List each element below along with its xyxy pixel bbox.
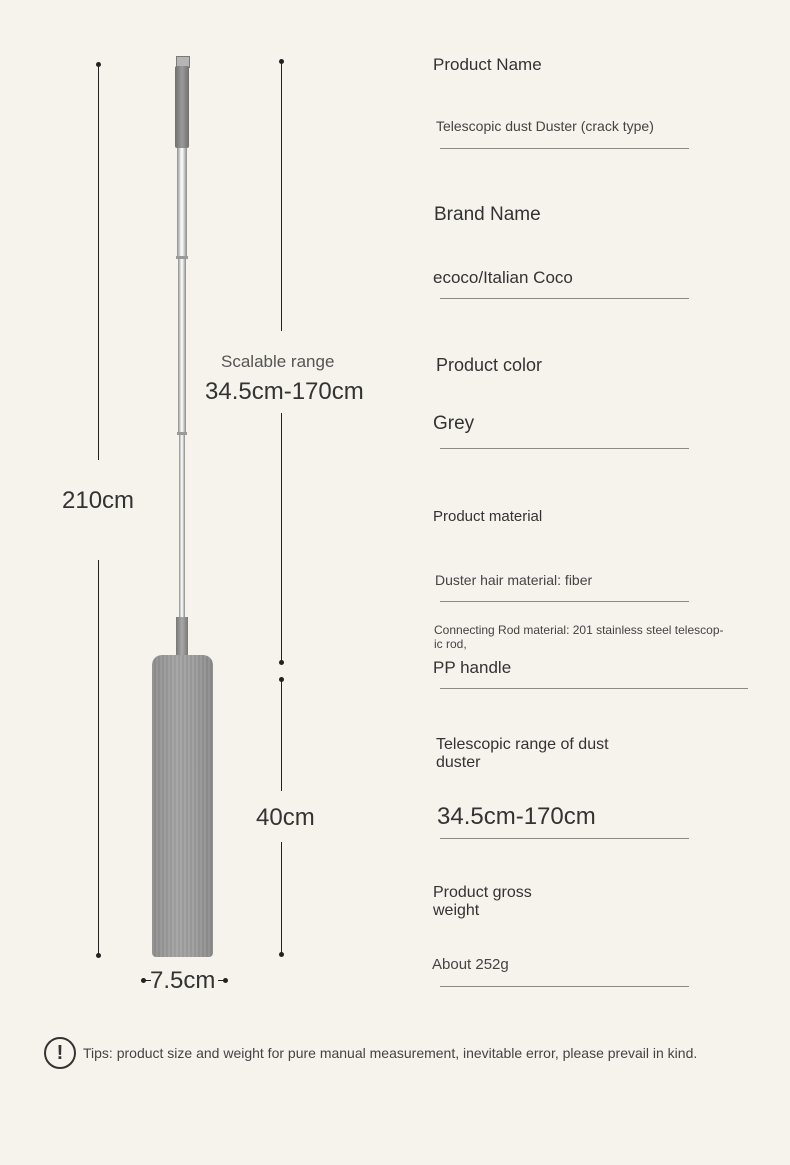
rod-material-line-1: Connecting Rod material: 201 stainless steel telescop- [434, 623, 724, 637]
divider [440, 601, 689, 602]
measure-line [281, 679, 282, 791]
hair-material-value: Duster hair material: fiber [435, 572, 593, 588]
duster-head [152, 655, 213, 957]
telescopic-range-label-line-2: duster [436, 754, 481, 771]
tips-text: Tips: product size and weight for pure manual measurement, inevitable error, please prevail in kind. [83, 1045, 698, 1061]
telescopic-range-label [436, 736, 609, 772]
material-label: Product material [433, 508, 543, 525]
measure-dot [279, 660, 284, 665]
divider [440, 688, 748, 689]
handle-material-value: PP handle [433, 658, 512, 677]
weight-value: About 252g [432, 956, 509, 973]
measure-line [281, 61, 282, 331]
brand-value: ecoco/Italian Coco [433, 268, 573, 287]
weight-label-line-1: Product gross [433, 884, 532, 901]
brand-label: Brand Name [434, 204, 541, 225]
exclamation-circle-icon: ! [44, 1037, 76, 1069]
measure-dot [279, 952, 284, 957]
measure-line [281, 413, 282, 663]
measure-dot [223, 978, 228, 983]
pole-segment [178, 259, 186, 434]
color-label: Product color [436, 355, 543, 375]
weight-label-line-2: weight [433, 902, 480, 919]
weight-label [433, 884, 532, 920]
handle-grip [175, 66, 189, 148]
head-length-label: 40cm [256, 804, 315, 831]
divider [440, 148, 689, 149]
divider [440, 838, 689, 839]
scalable-range-title: Scalable range [221, 352, 335, 371]
rod-material-line-2: ic rod, [434, 637, 467, 651]
scalable-range-value: 34.5cm-170cm [205, 378, 364, 405]
rod-material-value [434, 623, 724, 651]
divider [440, 986, 689, 987]
product-name-value: Telescopic dust Duster (crack type) [436, 118, 654, 134]
measure-dot [96, 953, 101, 958]
pole-segment [179, 435, 185, 617]
color-value: Grey [433, 413, 475, 434]
divider [440, 448, 689, 449]
telescopic-range-label-line-1: Telescopic range of dust [436, 736, 609, 753]
product-name-label: Product Name [433, 55, 542, 74]
pole-segment [177, 148, 187, 258]
head-width-label: 7.5cm [150, 967, 216, 994]
head-collar [176, 617, 188, 657]
total-length-label: 210cm [62, 487, 135, 514]
measure-line [98, 560, 99, 955]
measure-line [98, 64, 99, 460]
measure-line [281, 842, 282, 954]
divider [440, 298, 689, 299]
telescopic-range-value: 34.5cm-170cm [437, 803, 596, 830]
